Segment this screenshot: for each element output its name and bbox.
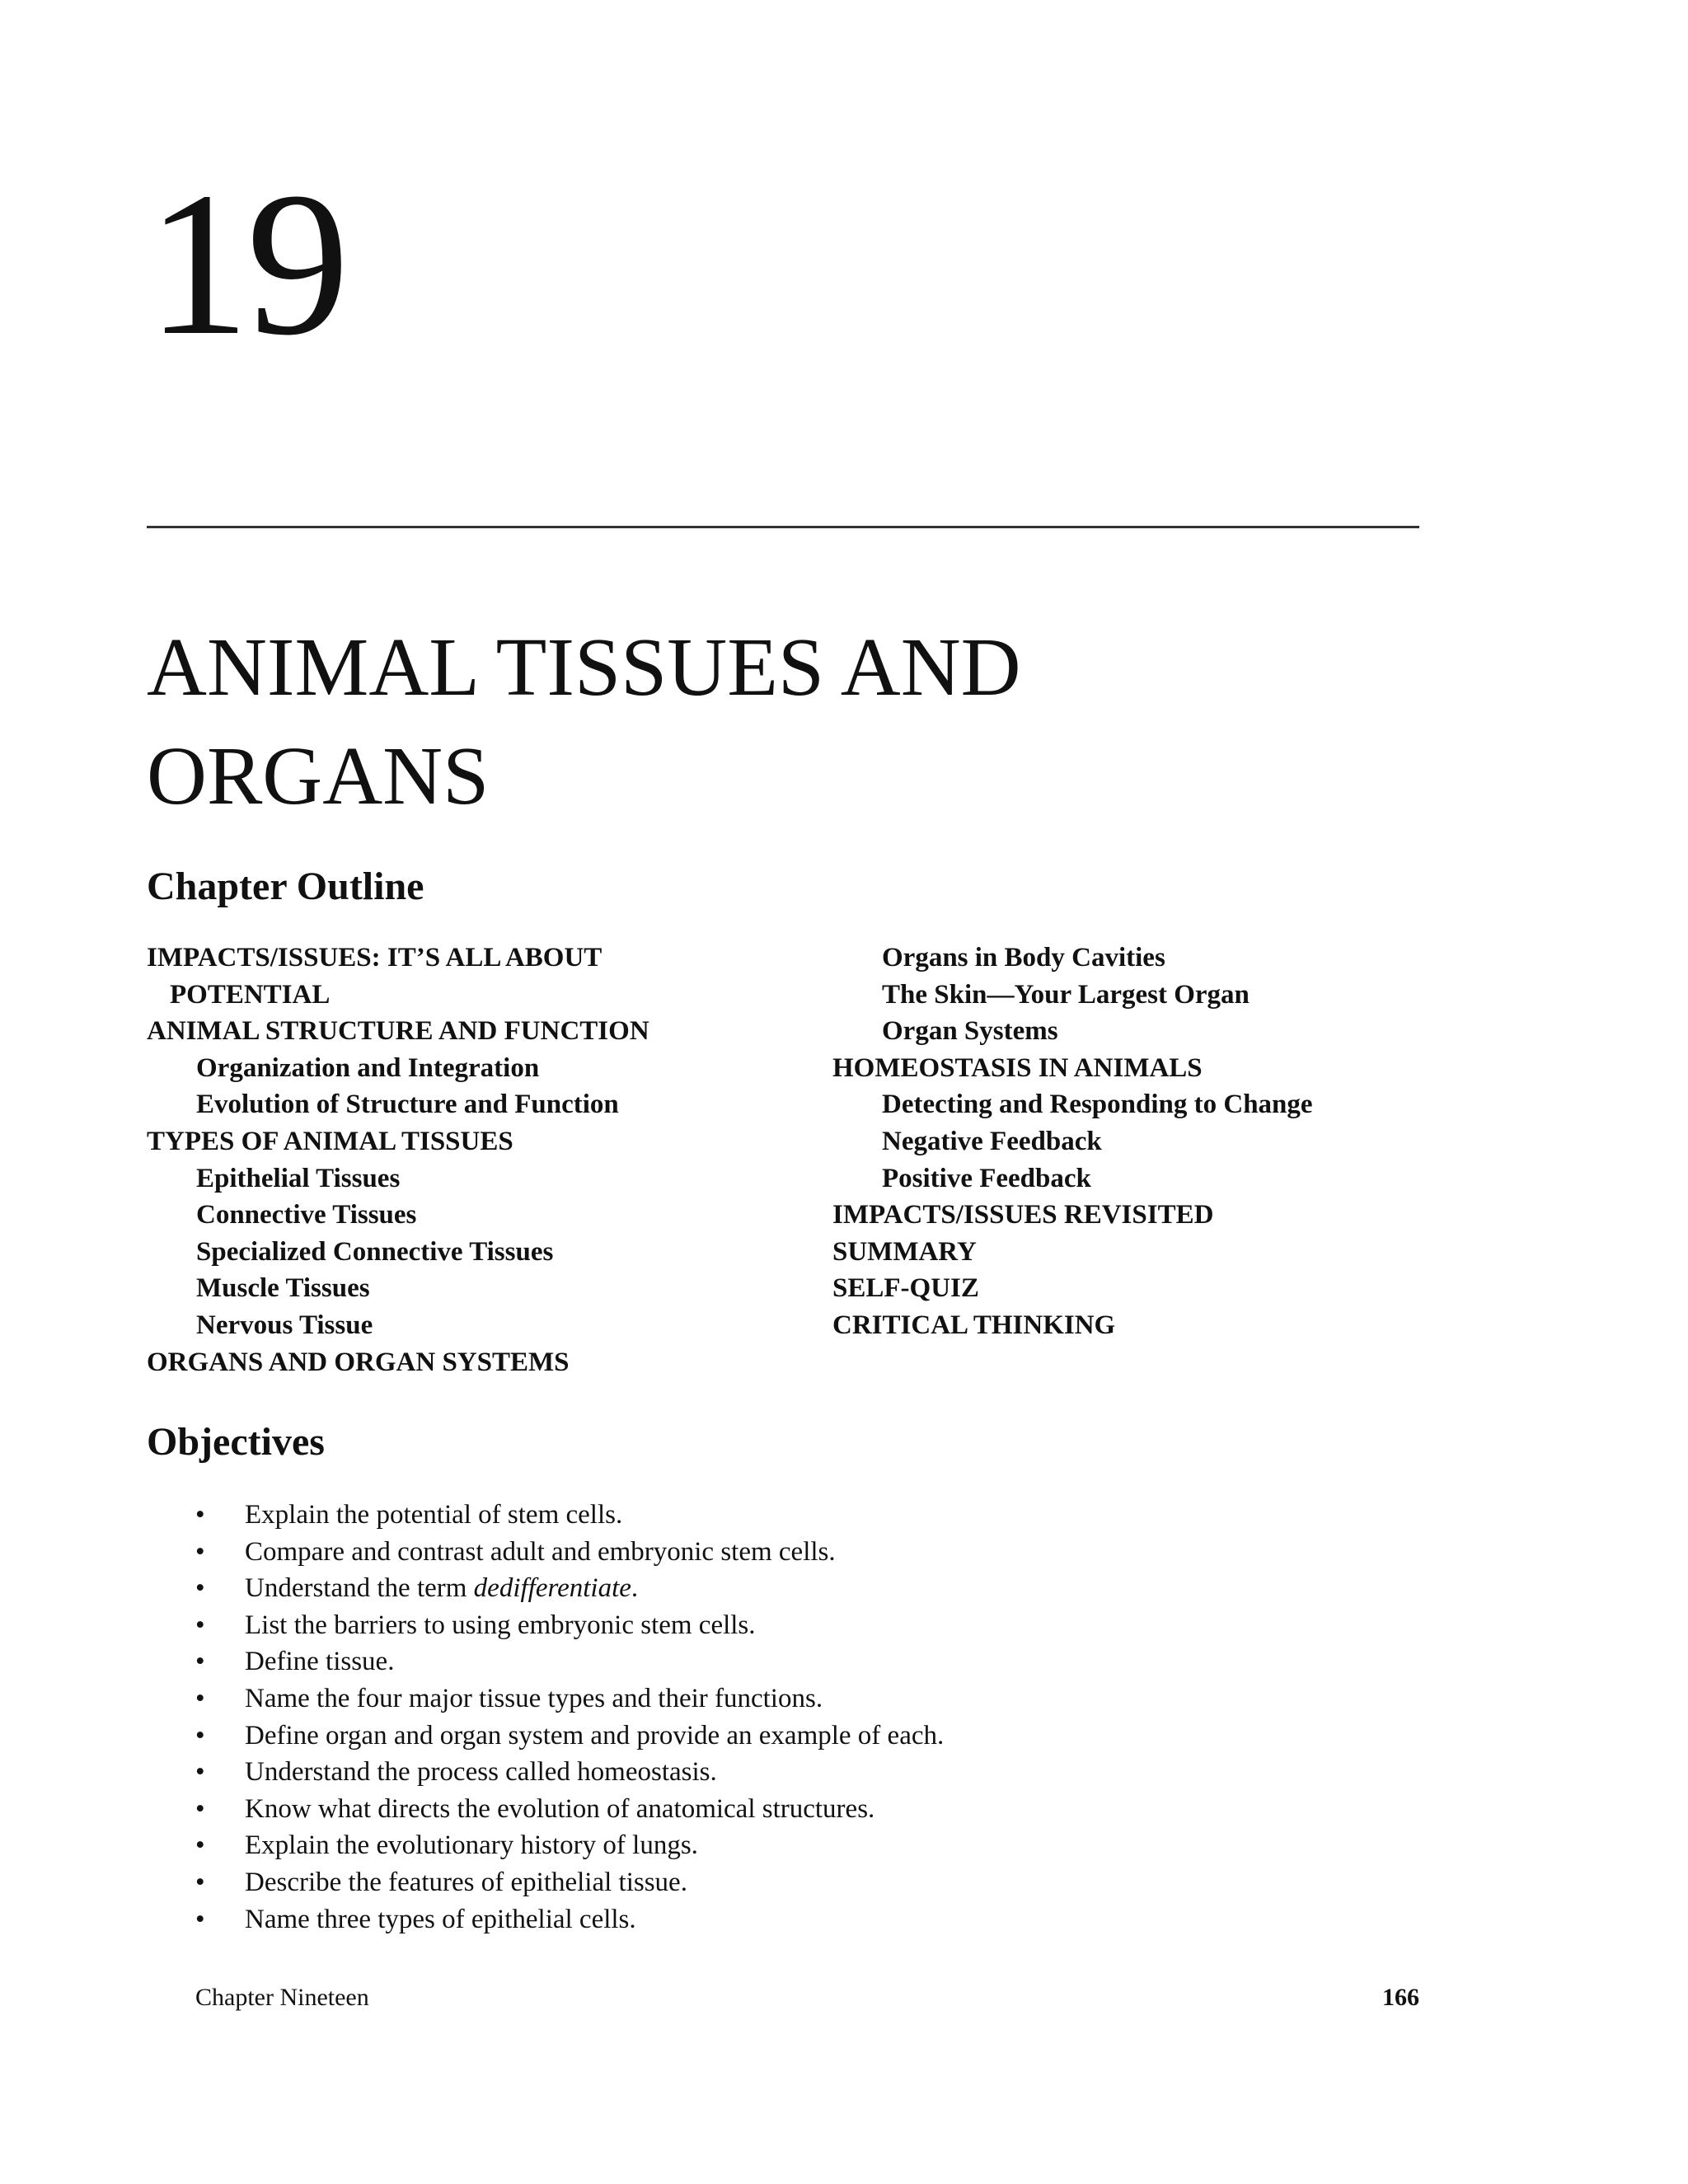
outline-heading: Chapter Outline	[147, 865, 424, 908]
outline-item: Evolution of Structure and Function	[196, 1090, 619, 1120]
objective-item	[195, 1643, 1390, 1680]
objective-text: Understand the term	[245, 1573, 474, 1604]
objective-text: Define organ and organ system and provide an example of each.	[245, 1720, 945, 1750]
objective-text-end: .	[631, 1573, 639, 1604]
objective-item	[195, 1497, 1390, 1534]
outline-item: IMPACTS/ISSUES: IT’S ALL ABOUT	[147, 943, 603, 972]
bullet-icon: •	[195, 1793, 205, 1824]
objectives-list	[195, 1497, 1390, 1938]
objective-text: Explain the potential of stem cells.	[245, 1500, 623, 1530]
bullet-icon: •	[195, 1720, 205, 1750]
outline-item: Negative Feedback	[882, 1126, 1102, 1156]
outline-right-column	[832, 940, 1451, 1344]
objective-item	[195, 1791, 1390, 1828]
outline-item: Organization and Integration	[196, 1052, 540, 1083]
objective-text: List the barriers to using embryonic stem cells.	[245, 1610, 756, 1640]
outline-item: ORGANS AND ORGAN SYSTEMS	[147, 1347, 570, 1377]
objective-item	[195, 1718, 1390, 1755]
bullet-icon: •	[195, 1610, 205, 1640]
chapter-title-line: ANIMAL TISSUES AND	[147, 621, 1021, 713]
objective-text: Name the four major tissue types and their functions.	[245, 1683, 823, 1713]
objective-text: Explain the evolutionary history of lungs.	[245, 1830, 698, 1861]
objective-text: Know what directs the evolution of anatomical structures.	[245, 1793, 875, 1824]
objective-item	[195, 1864, 1390, 1901]
outline-item: Epithelial Tissues	[196, 1163, 401, 1193]
objective-term: dedifferentiate	[473, 1573, 631, 1604]
chapter-title-line: ORGANS	[147, 729, 490, 822]
outline-item: Organ Systems	[882, 1016, 1058, 1047]
objective-item	[195, 1534, 1390, 1571]
objective-text: Describe the features of epithelial tissue.	[245, 1867, 687, 1897]
objective-item	[195, 1901, 1390, 1938]
outline-item: Organs in Body Cavities	[882, 943, 1165, 972]
outline-item: HOMEOSTASIS IN ANIMALS	[832, 1052, 1203, 1083]
objective-text: Compare and contrast adult and embryonic stem cells.	[245, 1536, 836, 1567]
outline-item: SELF-QUIZ	[832, 1273, 979, 1304]
outline-left-column	[147, 940, 806, 1380]
bullet-icon: •	[195, 1500, 205, 1530]
bullet-icon: •	[195, 1830, 205, 1861]
outline-item: ANIMAL STRUCTURE AND FUNCTION	[147, 1016, 649, 1047]
outline-item: Specialized Connective Tissues	[196, 1236, 554, 1267]
outline-item: Detecting and Responding to Change	[882, 1090, 1313, 1120]
footer-chapter-label: Chapter Nineteen	[195, 1984, 369, 2011]
chapter-title	[147, 612, 1383, 830]
objective-text: Define tissue.	[245, 1647, 395, 1677]
objective-text: Understand the process called homeostasis.	[245, 1757, 717, 1788]
bullet-icon: •	[195, 1573, 205, 1604]
objective-text: Name three types of epithelial cells.	[245, 1904, 636, 1934]
outline-item: Nervous Tissue	[196, 1310, 373, 1340]
footer-page-number: 166	[1382, 1984, 1419, 2011]
horizontal-rule	[147, 526, 1419, 528]
objective-item	[195, 1607, 1390, 1644]
outline-item: Muscle Tissues	[196, 1273, 370, 1304]
chapter-number: 19	[147, 150, 346, 378]
outline-item: IMPACTS/ISSUES REVISITED	[832, 1200, 1214, 1230]
objective-item	[195, 1827, 1390, 1864]
outline-item: SUMMARY	[832, 1236, 977, 1267]
objective-item	[195, 1680, 1390, 1718]
bullet-icon: •	[195, 1867, 205, 1897]
objectives-heading: Objectives	[147, 1420, 325, 1464]
objective-item	[195, 1754, 1390, 1791]
outline-item: POTENTIAL	[170, 979, 331, 1010]
outline-item: Connective Tissues	[196, 1200, 417, 1230]
bullet-icon: •	[195, 1904, 205, 1934]
outline-item: CRITICAL THINKING	[832, 1310, 1116, 1340]
outline-item: The Skin—Your Largest Organ	[882, 979, 1250, 1010]
bullet-icon: •	[195, 1757, 205, 1788]
outline-item: TYPES OF ANIMAL TISSUES	[147, 1126, 513, 1156]
bullet-icon: •	[195, 1536, 205, 1567]
outline-item: Positive Feedback	[882, 1163, 1091, 1193]
objective-item	[195, 1570, 1390, 1607]
bullet-icon: •	[195, 1647, 205, 1677]
bullet-icon: •	[195, 1683, 205, 1713]
